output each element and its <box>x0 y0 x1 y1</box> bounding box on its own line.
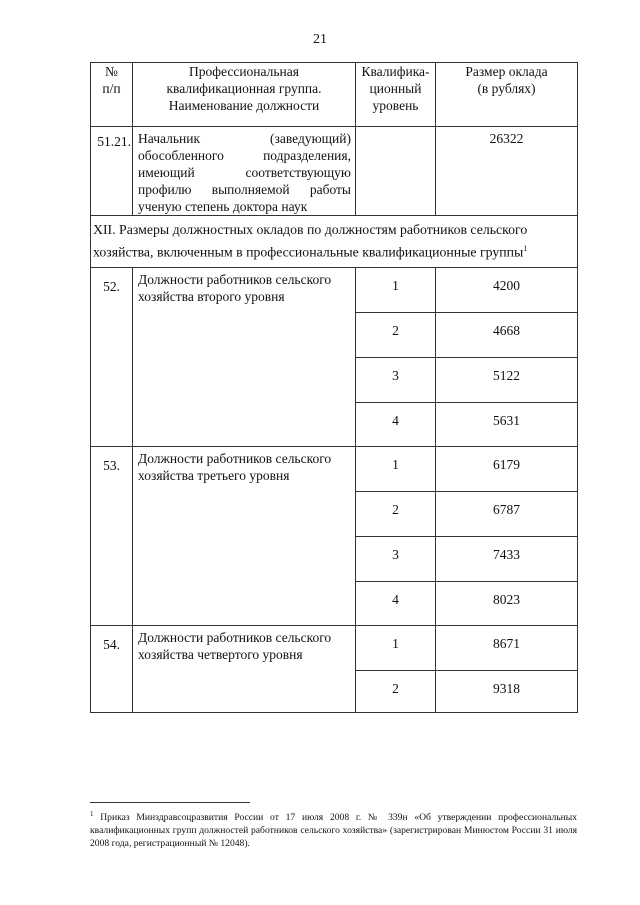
level-cell: 3 <box>356 536 436 581</box>
group-name: Должности работников сельского хозяйства второго уровня <box>133 267 356 446</box>
salary-cell: 4668 <box>436 312 578 357</box>
salary-cell: 9318 <box>436 670 578 712</box>
level-cell: 3 <box>356 357 436 402</box>
row-salary: 26322 <box>436 127 578 216</box>
salary-cell: 7433 <box>436 536 578 581</box>
name-line: ученую степень доктора наук <box>138 199 308 214</box>
salary-table <box>90 62 578 713</box>
section-header-row <box>91 216 578 268</box>
row-name-justified <box>138 130 351 215</box>
salary-cell: 6787 <box>436 491 578 536</box>
level-cell: 2 <box>356 491 436 536</box>
level-cell: 4 <box>356 581 436 625</box>
page-number: 21 <box>313 32 327 47</box>
level-cell: 4 <box>356 402 436 446</box>
salary-cell: 8023 <box>436 581 578 625</box>
footnote-mark: 1 <box>90 810 94 818</box>
header-salary: Размер оклада (в рублях) <box>436 63 578 127</box>
footnote-rule <box>90 802 250 803</box>
name-line: профилю выполняемой работы <box>138 182 351 197</box>
group-num: 52. <box>91 267 133 446</box>
name-line: обособленного подразделения, <box>138 148 351 163</box>
group-name: Должности работников сельского хозяйства третьего уровня <box>133 446 356 625</box>
row-name <box>133 127 356 216</box>
header-group: Профессиональная квалификационная группа. Наименование должности <box>133 63 356 127</box>
level-cell: 2 <box>356 312 436 357</box>
table-row <box>91 267 578 312</box>
header-num: № п/п <box>91 63 133 127</box>
salary-cell: 5122 <box>436 357 578 402</box>
name-line: имеющий соответствующую <box>138 165 351 180</box>
row-level <box>356 127 436 216</box>
level-cell: 1 <box>356 446 436 491</box>
salary-cell: 4200 <box>436 267 578 312</box>
table-row-51-21 <box>91 127 578 216</box>
level-cell: 2 <box>356 670 436 712</box>
level-cell: 1 <box>356 267 436 312</box>
section-title-text: XII. Размеры должностных окладов по должностям работников сельского хозяйства, включенным в профессиональные квалификационные группы <box>93 222 528 260</box>
header-level: Квалифика- ционный уровень <box>356 63 436 127</box>
salary-cell: 6179 <box>436 446 578 491</box>
salary-cell: 5631 <box>436 402 578 446</box>
table-header-row <box>91 63 578 127</box>
group-num: 53. <box>91 446 133 625</box>
section-title <box>91 216 578 268</box>
group-name: Должности работников сельского хозяйства четвертого уровня <box>133 625 356 712</box>
footnote-text: Приказ Минздравсоцразвития России от 17 июля 2008 г. № 339н «Об утверждении профессиональных квалификационных групп должностей работников сельского хозяйства» (зарегистрирован Минюстом России 31 июля 2008 года, регистрационный № 12048). <box>90 812 577 850</box>
table-row <box>91 446 578 491</box>
table-row <box>91 625 578 670</box>
level-cell: 1 <box>356 625 436 670</box>
footnote-mark: 1 <box>523 244 528 253</box>
salary-cell: 8671 <box>436 625 578 670</box>
name-line: Начальник (заведующий) <box>138 131 351 146</box>
group-num: 54. <box>91 625 133 712</box>
footnote <box>90 808 577 850</box>
row-num: 51.21. <box>91 127 133 216</box>
